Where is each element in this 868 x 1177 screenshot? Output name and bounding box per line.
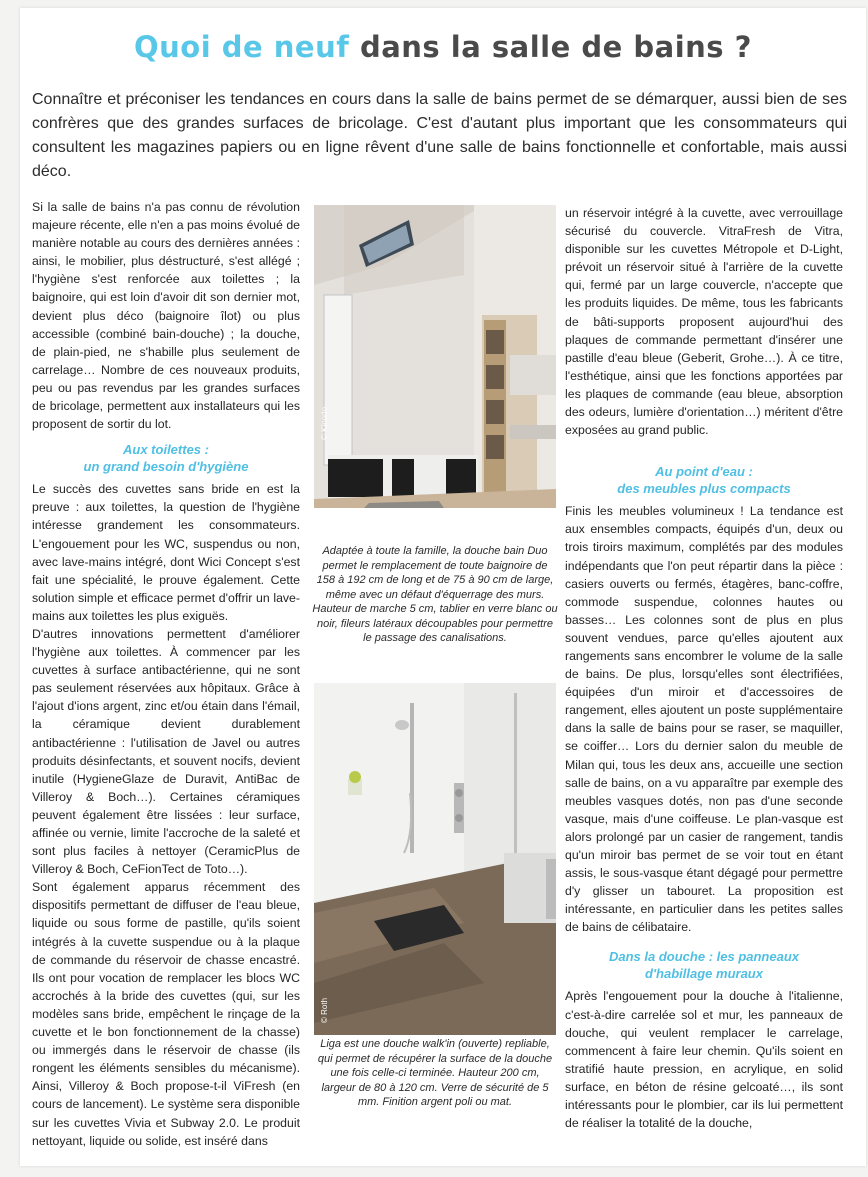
heading-line: un grand besoin d'hygiène bbox=[83, 459, 249, 475]
heading-line: des meubles plus compacts bbox=[617, 481, 791, 497]
paragraph: D'autres innovations permettent d'améliorer l'hygiène aux toilettes. À commencer par les cuvettes à surface antibactérienne, qui ne sont pas seulement réservées aux hôpitaux. Grâce à l'ajout d'ions argent, zinc et/ou étain dans l'émail, la céramique devient durablement antibactérienne : l'utilisation de Javel ou autres produits désinfectants, et souvent nocifs, devient inutile (HygieneGlaze de Duravit, AntiBac de Villeroy & Boch…). Certaines céramiques peuvent également être lissées : leur surface, affinée ou vernie, limite l'accroche de la saleté et sont plus faciles à nettoyer (CeramicPlus de Villeroy & Boch, CeFionTect de Toto…). bbox=[32, 626, 300, 877]
title-rest: dans la salle de bains ? bbox=[349, 30, 752, 64]
caption-photo-1: Adaptée à toute la famille, la douche bain Duo permet le remplacement de toute baignoire de 158 à 192 cm de long et de 75 à 90 cm de large, même avec un défaut d'équerrage des murs. Hauteur de marche 5 cm, tablier en verre blanc ou noir, fileurs latéraux découpables pour permettre le passage des canalisations. bbox=[312, 545, 558, 644]
magazine-page bbox=[20, 8, 866, 1166]
column-right bbox=[565, 204, 843, 1132]
section-heading-point-eau bbox=[565, 463, 843, 497]
section-heading-toilettes bbox=[32, 441, 300, 475]
photo-bath-shower bbox=[314, 205, 556, 508]
caption-photo-2: Liga est une douche walk'in (ouverte) repliable, qui permet de récupérer la surface de la douche une fois celle-ci terminée. Hauteur 200 cm, largeur de 80 à 120 cm. Verre de sécurité de 5 mm. Finition argent poli ou mat. bbox=[317, 1038, 553, 1108]
title-highlight: Quoi de neuf bbox=[134, 30, 350, 64]
column-left bbox=[32, 198, 300, 1150]
heading-line: Aux toilettes : bbox=[123, 442, 209, 458]
photo-credit: © Roth bbox=[320, 997, 329, 1023]
photo-walkin-shower bbox=[314, 683, 556, 1035]
intro-paragraph: Connaître et préconiser les tendances en cours dans la salle de bains permet de se démarquer, aussi bien de ses confrères que des grandes surfaces de bricolage. C'est d'autant plus important que les consommateurs qui consultent les magazines papiers ou en ligne rêvent d'une salle de bains fonctionnelle et confortable, mais aussi déco. bbox=[32, 91, 847, 180]
page-title bbox=[20, 30, 866, 64]
section-heading-douche bbox=[565, 948, 843, 982]
paragraph: Le succès des cuvettes sans bride en est la preuve : aux toilettes, la question de l'hygiène intéresse grandement les consommateurs. L'engouement pour les WC, suspendus ou non, avec lave-mains intégré, dont Wici Concept s'est fait une spécialité, le prouve également. Cette solution simple et efficace permet d'offrir un lave-mains aux toilettes les plus exiguës. bbox=[32, 482, 300, 623]
heading-line: d'habillage muraux bbox=[645, 966, 763, 982]
photo-credit: © Kinedo bbox=[320, 406, 329, 440]
paragraph: Finis les meubles volumineux ! La tendance est aux ensembles compacts, équipés d'un, deux ou trois tiroirs maximum, complétés par des modules indépendants que l'on peut répartir dans la pièce : casiers ouverts ou fermés, étagères, banc-coffre, commode suspendue, colonnes hautes ou basses… Les colonnes sont de plus en plus souvent vendues, parce qu'elles ajoutent aux rangements sans encombrer le volume de la salle de bains. De plus, lorsqu'elles sont électrifiées, équipées d'un miroir et d'accessoires de rangement, elles ajoutent un poste supplémentaire dans la salle de bains pour se raser, se maquiller, se coiffer… Lors du dernier salon du meuble de Milan qui, tous les deux ans, accueille une section salle de bains, on a vu apparaître par exemple des meubles vasques dotés, non pas d'une seconde vasque, mais d'une coiffeuse. Le plan-vasque est alors prolongé par un casier de rangement, tandis qu'un miroir bas permet de se voir tout en étant assis, le sous-vasque étant dégagé pour permettre d'y glisser un tabouret. La proposition est intéressante, en particulier dans les petites salles de bains de célibataire. bbox=[565, 504, 843, 935]
heading-line: Dans la douche : les panneaux bbox=[609, 949, 799, 965]
paragraph: Si la salle de bains n'a pas connu de révolution majeure récente, elle n'en a pas moins évolué de manière notable au cours des dernières années : ainsi, le mobilier, plus déstructuré, s'est allégé ; l'hygiène s'est renforcée aux toilettes ; la baignoire, qui est loin d'avoir dit son dernier mot, devient plus déco (baignoire îlot) ou plus accessible (combiné bain-douche) ; la douche, de plain-pied, ne s'habille plus seulement de carrelage… Nombre de ces nouveaux produits, peu ou pas revendus par les grandes surfaces de bricolage, permettent aux installateurs qui les proposent de sortir du lot. bbox=[32, 200, 300, 432]
heading-line: Au point d'eau : bbox=[655, 464, 753, 480]
paragraph: Sont également apparus récemment des dispositifs permettant de diffuser de l'eau bleue, liquide ou sous forme de pastille, qu'ils soient intégrés à la cuvette suspendue ou à la plaque de commande du réservoir de chasse encastré. Ils ont pour vocation de remplacer les blocs WC accrochés à la bride des cuvettes (qui, sur les modèles sans bride, empêchent le rinçage de la cuvette et le bon fonctionnement de la chasse) ou immergés dans le réservoir de chasse (ils rongent les éléments sensibles du mécanisme). Ainsi, Villeroy & Boch propose-t-il ViFresh (en cours de lancement). Le système sera disponible sur les cuvettes Vivia et Subway 2.0. Le produit nettoyant, liquide ou solide, est inséré dans bbox=[32, 880, 300, 1148]
paragraph: un réservoir intégré à la cuvette, avec verrouillage sécurisé du couvercle. VitraFresh de Vitra, disponible sur les cuvettes Métropole et D-Light, prévoit un réservoir situé à l'arrière de la cuvette qui, fermé par un large couvercle, n'accepte que les produits liquides. De même, tous les fabricants de bâti-supports proposent aujourd'hui des plaques de commande permettant d'insérer une pastille d'eau bleue (Geberit, Grohe…). À ce titre, l'esthétique, ainsi que les fonctions apportées par les plaques de commande (eau bleue, absorption des odeurs, lumière d'orientation…) méritent d'être exposées au grand public. bbox=[565, 206, 843, 438]
paragraph: Après l'engouement pour la douche à l'italienne, c'est-à-dire carrelée sol et mur, les panneaux de douche, qui veulent remplacer le carrelage, commencent à faire leur chemin. Qu'ils soient en stratifié haute pression, en acrylique, en solid surface, en béton de résine gelcoaté…, ils sont intéressants pour le plombier, car ils lui permettent de réaliser la totalité de la douche, bbox=[565, 989, 843, 1131]
